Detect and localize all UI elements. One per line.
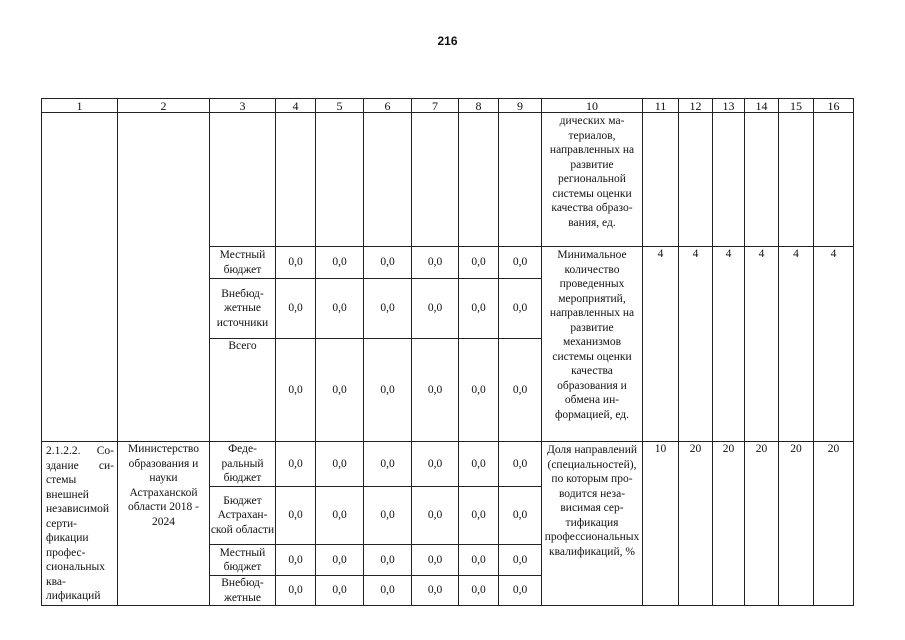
table-row <box>42 113 854 247</box>
target-value: 4 <box>643 247 679 442</box>
column-header: 5 <box>316 99 364 113</box>
column-header: 13 <box>713 99 745 113</box>
column-header: 15 <box>779 99 814 113</box>
column-header: 6 <box>364 99 412 113</box>
responsible-executor: Министерство образования и науки Астраханской области 2018 - 2024 <box>118 442 210 606</box>
value-cell: 0,0 <box>276 279 316 339</box>
value-cell: 0,0 <box>364 279 412 339</box>
funding-source: Федеральный бюджет <box>210 442 276 487</box>
value-cell: 0,0 <box>316 247 364 279</box>
value-cell: 0,0 <box>412 545 459 576</box>
funding-source: Местный бюджет <box>210 247 276 279</box>
column-header: 16 <box>814 99 854 113</box>
indicator-description: дических материалов, направленных на развитие региональной системы оценки качества образования, ед. <box>542 113 643 247</box>
value-cell: 0,0 <box>499 279 542 339</box>
value-cell: 0,0 <box>276 545 316 576</box>
value-cell: 0,0 <box>276 339 316 442</box>
funding-source: Внебюджетные источники <box>210 279 276 339</box>
funding-source: Всего <box>210 339 276 442</box>
value-cell: 0,0 <box>499 487 542 545</box>
value-cell: 0,0 <box>459 487 499 545</box>
value-cell: 0,0 <box>276 247 316 279</box>
value-cell: 0,0 <box>316 545 364 576</box>
target-value: 4 <box>745 247 779 442</box>
value-cell: 0,0 <box>412 442 459 487</box>
target-value: 4 <box>713 247 745 442</box>
column-header: 3 <box>210 99 276 113</box>
value-cell: 0,0 <box>499 247 542 279</box>
value-cell: 0,0 <box>316 279 364 339</box>
value-cell: 0,0 <box>364 487 412 545</box>
cell-empty <box>118 113 210 442</box>
value-cell: 0,0 <box>364 545 412 576</box>
cell-empty <box>42 113 118 442</box>
column-header: 2 <box>118 99 210 113</box>
value-cell: 0,0 <box>316 487 364 545</box>
value-cell: 0,0 <box>364 576 412 606</box>
target-value: 20 <box>713 442 745 606</box>
column-header: 11 <box>643 99 679 113</box>
value-cell: 0,0 <box>364 442 412 487</box>
value-cell: 0,0 <box>364 247 412 279</box>
value-cell: 0,0 <box>459 339 499 442</box>
value-cell: 0,0 <box>316 442 364 487</box>
target-value: 20 <box>814 442 854 606</box>
indicator-description: Минимальное количество проведенных мероприятий, направленных на развитие механизмов системы оценки качества образования и обмена информацией, ед. <box>542 247 643 442</box>
table-row <box>42 442 854 487</box>
funding-source: Местный бюджет <box>210 545 276 576</box>
value-cell: 0,0 <box>499 442 542 487</box>
value-cell: 0,0 <box>276 576 316 606</box>
target-value: 4 <box>779 247 814 442</box>
column-header: 14 <box>745 99 779 113</box>
value-cell: 0,0 <box>499 339 542 442</box>
target-value: 4 <box>814 247 854 442</box>
value-cell: 0,0 <box>459 279 499 339</box>
value-cell: 0,0 <box>459 545 499 576</box>
value-cell: 0,0 <box>316 339 364 442</box>
column-header: 4 <box>276 99 316 113</box>
value-cell: 0,0 <box>316 576 364 606</box>
target-value: 20 <box>679 442 713 606</box>
page-number: 216 <box>437 34 458 48</box>
activity-name: 2.1.2.2. Создание системы внешней независимой сертификации профессиональных квалификаций <box>42 442 118 606</box>
funding-source: Бюджет Астраханской области <box>210 487 276 545</box>
column-header: 1 <box>42 99 118 113</box>
value-cell: 0,0 <box>459 576 499 606</box>
value-cell: 0,0 <box>412 339 459 442</box>
target-value: 20 <box>745 442 779 606</box>
value-cell: 0,0 <box>499 576 542 606</box>
funding-source: Внебюджетные <box>210 576 276 606</box>
column-header: 9 <box>499 99 542 113</box>
value-cell: 0,0 <box>412 487 459 545</box>
value-cell: 0,0 <box>459 247 499 279</box>
target-value: 4 <box>679 247 713 442</box>
value-cell: 0,0 <box>412 247 459 279</box>
value-cell: 0,0 <box>276 442 316 487</box>
cell-empty <box>210 113 276 247</box>
value-cell: 0,0 <box>412 576 459 606</box>
column-header-row <box>42 99 854 113</box>
target-value: 20 <box>779 442 814 606</box>
value-cell: 0,0 <box>276 487 316 545</box>
column-header: 12 <box>679 99 713 113</box>
indicator-description: Доля направлений (специальностей), по которым проводится независимая сертификация профессиональных квалификаций, % <box>542 442 643 606</box>
column-header: 8 <box>459 99 499 113</box>
column-header: 7 <box>412 99 459 113</box>
target-value: 10 <box>643 442 679 606</box>
value-cell: 0,0 <box>412 279 459 339</box>
value-cell: 0,0 <box>499 545 542 576</box>
program-table <box>41 98 854 606</box>
value-cell: 0,0 <box>459 442 499 487</box>
value-cell: 0,0 <box>364 339 412 442</box>
column-header: 10 <box>542 99 643 113</box>
